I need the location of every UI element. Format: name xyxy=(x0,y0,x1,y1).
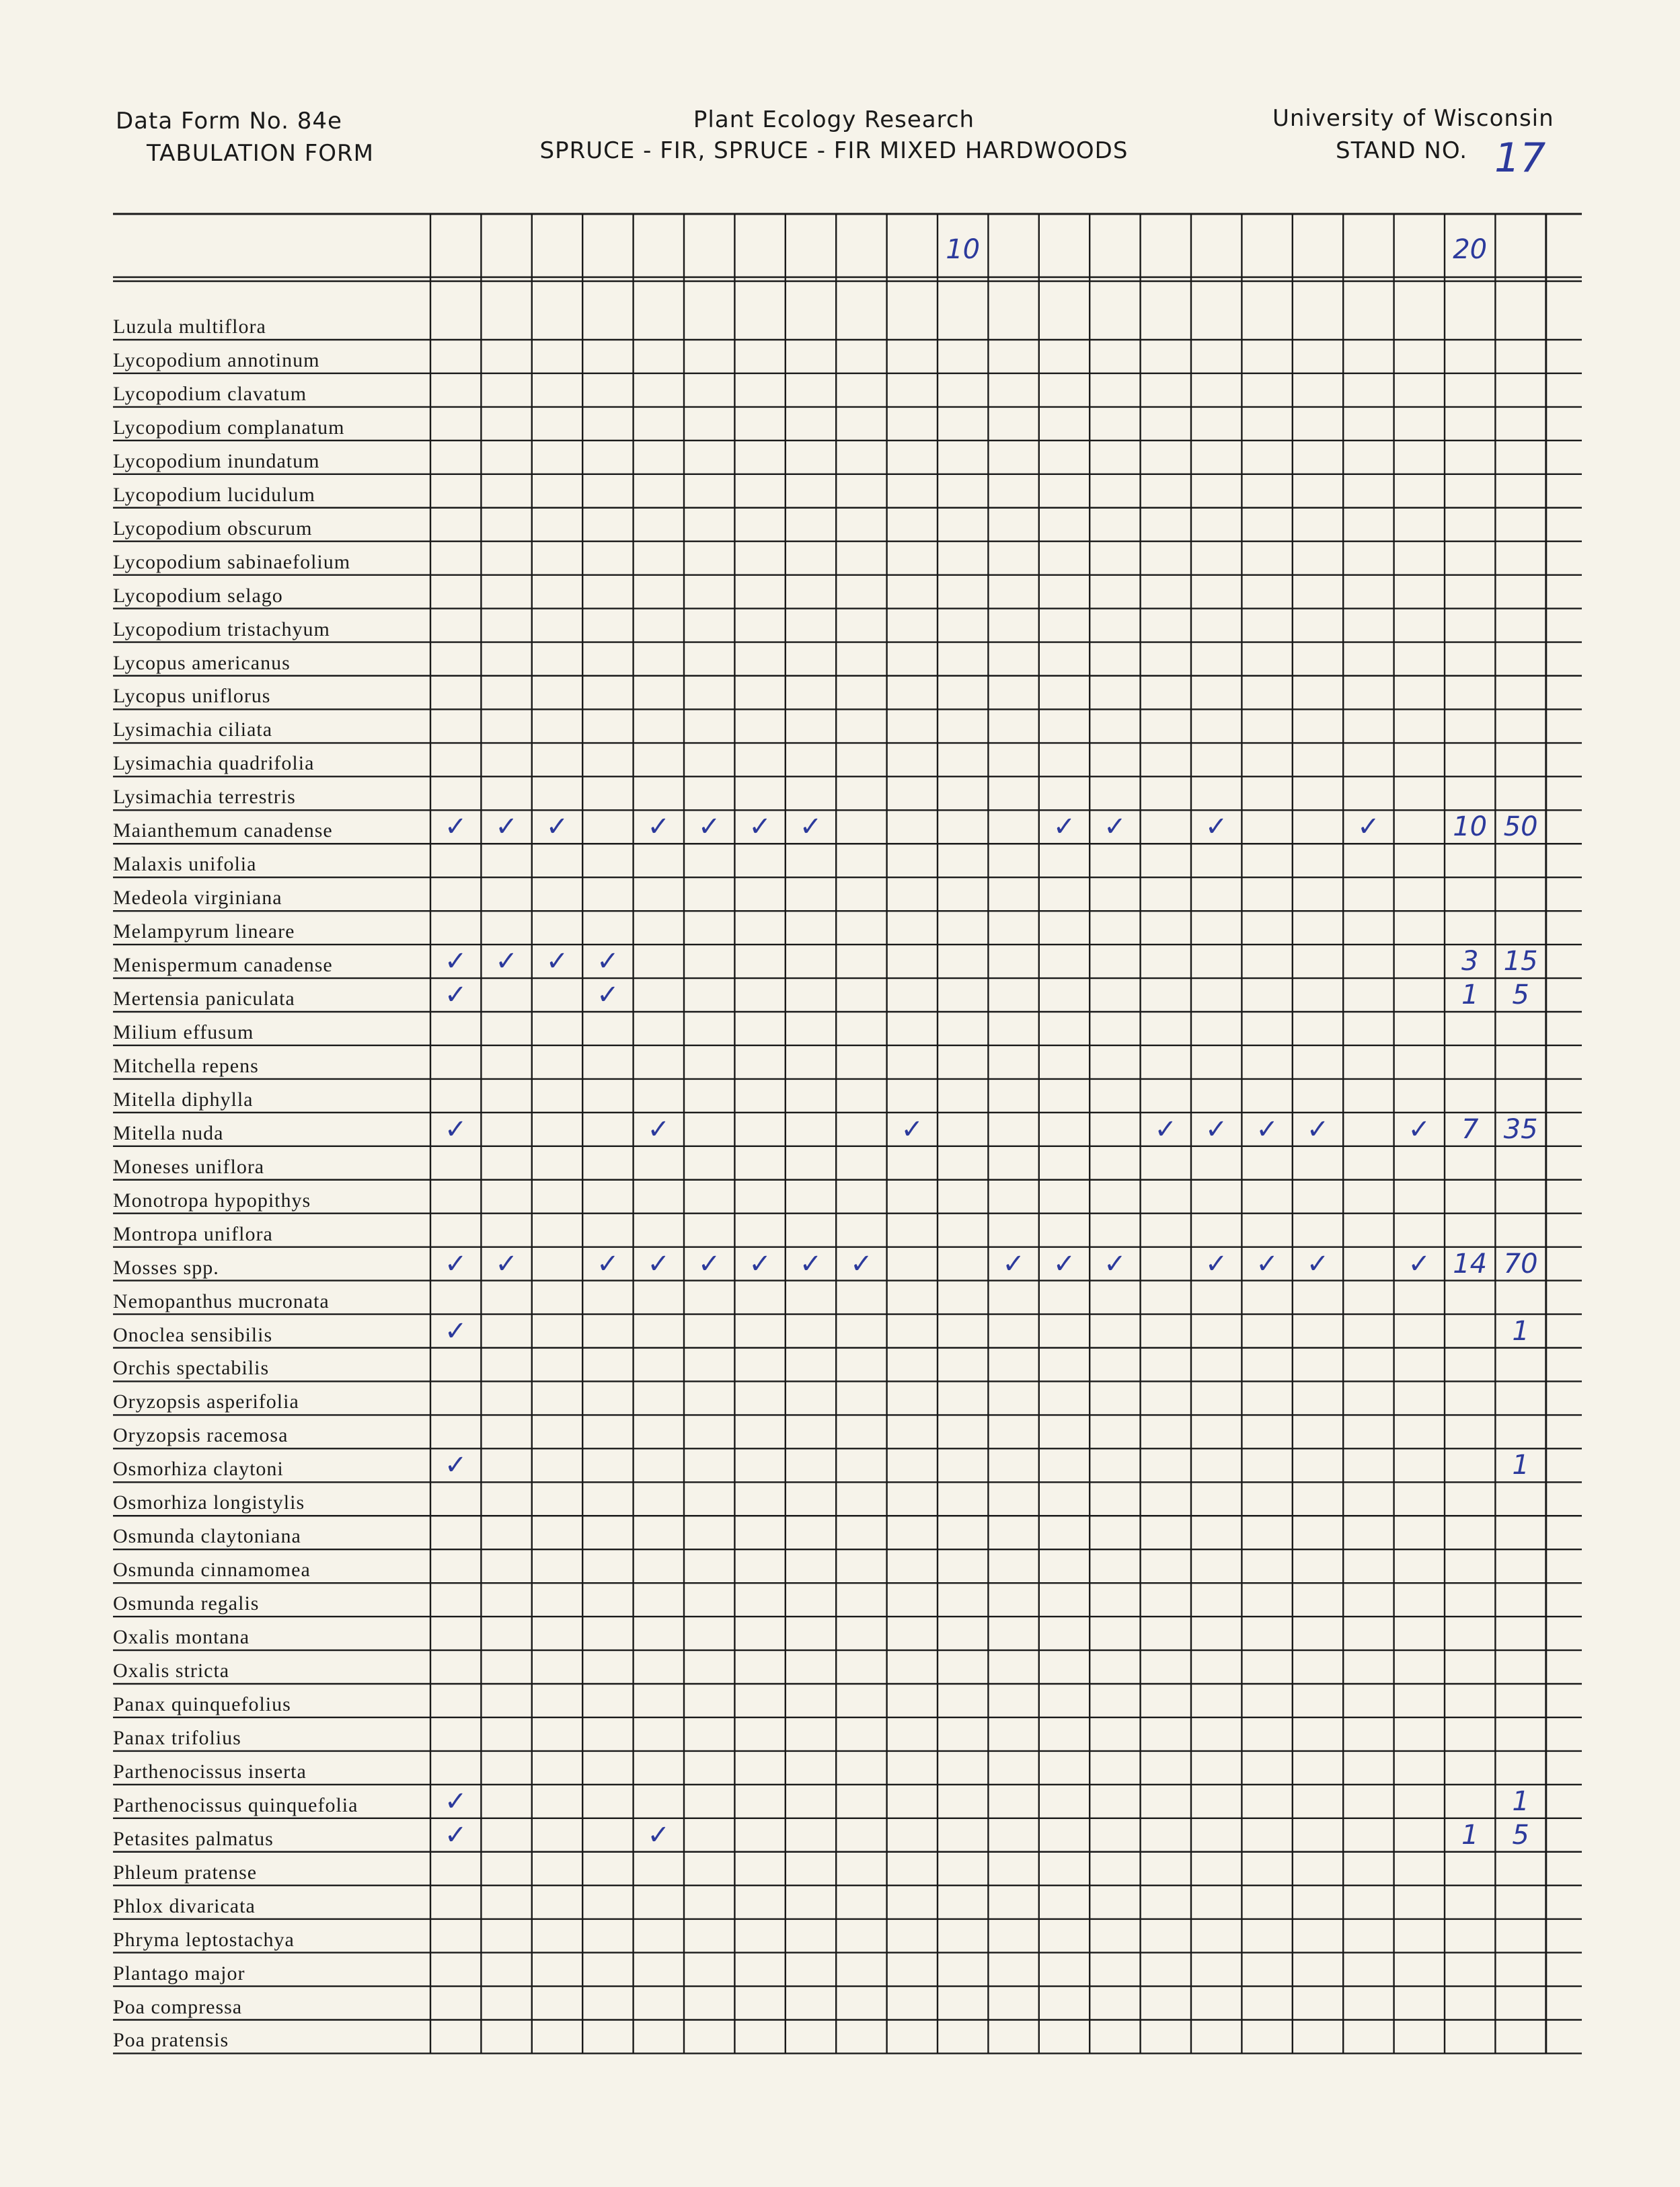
check-mark[interactable]: ✓ xyxy=(1002,1248,1025,1280)
check-mark[interactable]: ✓ xyxy=(597,1248,619,1280)
percent-cell[interactable]: 5 xyxy=(1512,979,1529,1011)
check-mark[interactable]: ✓ xyxy=(749,811,771,843)
check-mark[interactable]: ✓ xyxy=(850,1248,873,1280)
check-mark[interactable]: ✓ xyxy=(901,1113,924,1145)
species-name: Lycopodium obscurum xyxy=(113,517,313,540)
institution-name: University of Wisconsin xyxy=(1272,105,1554,132)
species-name: Osmorhiza claytoni xyxy=(113,1458,284,1481)
species-name: Parthenocissus inserta xyxy=(113,1760,307,1783)
species-name: Maianthemum canadense xyxy=(113,819,333,842)
species-name: Monotropa hypopithys xyxy=(113,1189,311,1212)
check-mark[interactable]: ✓ xyxy=(1104,811,1127,843)
species-name: Mitchella repens xyxy=(113,1054,259,1077)
check-mark[interactable]: ✓ xyxy=(597,979,619,1011)
check-mark[interactable]: ✓ xyxy=(1408,1248,1431,1280)
check-mark[interactable]: ✓ xyxy=(444,1819,467,1851)
check-mark[interactable]: ✓ xyxy=(444,1315,467,1347)
check-mark[interactable]: ✓ xyxy=(444,1785,467,1817)
species-name: Lycopodium inundatum xyxy=(113,449,320,472)
species-name: Osmunda cinnamomea xyxy=(113,1559,311,1582)
stand-number-label: STAND NO. xyxy=(1336,137,1468,164)
species-name: Mitella diphylla xyxy=(113,1088,254,1111)
percent-cell[interactable]: 15 xyxy=(1503,946,1538,977)
check-mark[interactable]: ✓ xyxy=(1408,1113,1431,1145)
species-name: Lysimachia ciliata xyxy=(113,718,273,741)
percent-cell[interactable]: 1 xyxy=(1512,1785,1529,1817)
percent-cell[interactable]: 35 xyxy=(1503,1113,1538,1145)
check-mark[interactable]: ✓ xyxy=(495,811,518,843)
species-name: Mosses spp. xyxy=(113,1256,219,1279)
species-name: Malaxis unifolia xyxy=(113,853,257,876)
check-mark[interactable]: ✓ xyxy=(545,946,569,977)
check-mark[interactable]: ✓ xyxy=(647,811,671,843)
species-name: Lycopodium selago xyxy=(113,584,283,607)
species-name: Panax trifolius xyxy=(113,1726,241,1749)
species-name: Parthenocissus quinquefolia xyxy=(113,1793,358,1816)
species-name: Panax quinquefolius xyxy=(113,1693,291,1715)
species-name: Lysimachia quadrifolia xyxy=(113,752,315,775)
species-name: Lycopodium complanatum xyxy=(113,416,345,439)
check-mark[interactable]: ✓ xyxy=(697,1248,721,1280)
species-name: Osmunda claytoniana xyxy=(113,1525,301,1548)
form-type: TABULATION FORM xyxy=(147,140,375,167)
frequency-cell[interactable]: 14 xyxy=(1453,1248,1488,1280)
species-name: Melampyrum lineare xyxy=(113,920,295,943)
check-mark[interactable]: ✓ xyxy=(495,1248,518,1280)
check-mark[interactable]: ✓ xyxy=(647,1113,671,1145)
percent-cell[interactable]: 1 xyxy=(1512,1450,1529,1481)
check-mark[interactable]: ✓ xyxy=(444,811,467,843)
percent-cell[interactable]: 70 xyxy=(1503,1248,1538,1280)
check-mark[interactable]: ✓ xyxy=(1154,1113,1178,1145)
check-mark[interactable]: ✓ xyxy=(1205,1113,1228,1145)
species-name: Lycopus americanus xyxy=(113,651,291,674)
species-name: Phlox divaricata xyxy=(113,1894,256,1917)
species-name: Poa compressa xyxy=(113,1995,243,2018)
species-name: Petasites palmatus xyxy=(113,1827,274,1850)
frequency-cell[interactable]: 1 xyxy=(1461,1819,1479,1851)
species-name: Lycopodium clavatum xyxy=(113,382,307,405)
species-name: Osmorhiza longistylis xyxy=(113,1491,305,1514)
check-mark[interactable]: ✓ xyxy=(444,1248,467,1280)
species-name: Menispermum canadense xyxy=(113,954,333,977)
species-name: Mitella nuda xyxy=(113,1121,224,1144)
stand-number-value[interactable]: 17 xyxy=(1494,135,1546,182)
species-name: Lycopus uniflorus xyxy=(113,685,271,708)
form-number: Data Form No. 84e xyxy=(116,108,342,135)
check-mark[interactable]: ✓ xyxy=(1256,1248,1278,1280)
frequency-cell[interactable]: 7 xyxy=(1461,1113,1479,1145)
species-name: Medeola virginiana xyxy=(113,887,282,910)
check-mark[interactable]: ✓ xyxy=(799,1248,823,1280)
species-name: Moneses uniflora xyxy=(113,1155,265,1178)
species-name: Nemopanthus mucronata xyxy=(113,1290,330,1312)
percent-cell[interactable]: 50 xyxy=(1503,811,1538,843)
species-name: Oryzopsis asperifolia xyxy=(113,1391,299,1413)
check-mark[interactable]: ✓ xyxy=(444,946,467,977)
frequency-cell[interactable]: 1 xyxy=(1461,979,1479,1011)
check-mark[interactable]: ✓ xyxy=(1306,1248,1330,1280)
check-mark[interactable]: ✓ xyxy=(444,1450,467,1481)
species-name: Onoclea sensibilis xyxy=(113,1323,273,1346)
percent-cell[interactable]: 1 xyxy=(1512,1315,1529,1347)
check-mark[interactable]: ✓ xyxy=(545,811,569,843)
frequency-cell[interactable]: 10 xyxy=(1453,811,1488,843)
species-name: Plantago major xyxy=(113,1962,245,1985)
check-mark[interactable]: ✓ xyxy=(1053,1248,1076,1280)
check-mark[interactable]: ✓ xyxy=(697,811,721,843)
species-name: Phryma leptostachya xyxy=(113,1928,295,1951)
check-mark[interactable]: ✓ xyxy=(1205,811,1228,843)
check-mark[interactable]: ✓ xyxy=(495,946,518,977)
check-mark[interactable]: ✓ xyxy=(1205,1248,1228,1280)
species-name: Oxalis montana xyxy=(113,1626,250,1649)
check-mark[interactable]: ✓ xyxy=(444,1113,467,1145)
check-mark[interactable]: ✓ xyxy=(1306,1113,1330,1145)
species-name: Milium effusum xyxy=(113,1021,254,1043)
check-mark[interactable]: ✓ xyxy=(444,979,467,1011)
species-name: Orchis spectabilis xyxy=(113,1357,270,1380)
frequency-cell[interactable]: 3 xyxy=(1461,946,1479,977)
species-name: Poa pratensis xyxy=(113,2029,229,2052)
species-name: Luzula multiflora xyxy=(113,316,266,338)
column-marker-20: 20 xyxy=(1453,234,1488,265)
check-mark[interactable]: ✓ xyxy=(647,1248,671,1280)
check-mark[interactable]: ✓ xyxy=(1053,811,1076,843)
check-mark[interactable]: ✓ xyxy=(597,946,619,977)
species-name: Lycopodium lucidulum xyxy=(113,483,315,506)
species-name: Oryzopsis racemosa xyxy=(113,1424,289,1447)
species-name: Lysimachia terrestris xyxy=(113,786,296,809)
species-name: Lycopodium sabinaefolium xyxy=(113,550,351,573)
species-name: Phleum pratense xyxy=(113,1861,258,1884)
check-mark[interactable]: ✓ xyxy=(749,1248,771,1280)
column-marker-10: 10 xyxy=(946,234,981,265)
check-mark[interactable]: ✓ xyxy=(799,811,823,843)
species-name: Osmunda regalis xyxy=(113,1592,260,1615)
forest-type-title: SPRUCE - FIR, SPRUCE - FIR MIXED HARDWOODS xyxy=(539,137,1129,164)
check-mark[interactable]: ✓ xyxy=(647,1819,671,1851)
species-name: Lycopodium tristachyum xyxy=(113,618,330,640)
species-name: Lycopodium annotinum xyxy=(113,348,320,371)
species-name: Oxalis stricta xyxy=(113,1660,230,1682)
check-mark[interactable]: ✓ xyxy=(1256,1113,1278,1145)
species-name: Mertensia paniculata xyxy=(113,988,295,1010)
check-mark[interactable]: ✓ xyxy=(1357,811,1380,843)
research-title: Plant Ecology Research xyxy=(693,106,975,133)
species-name: Montropa uniflora xyxy=(113,1222,273,1245)
percent-cell[interactable]: 5 xyxy=(1512,1819,1529,1851)
check-mark[interactable]: ✓ xyxy=(1104,1248,1127,1280)
